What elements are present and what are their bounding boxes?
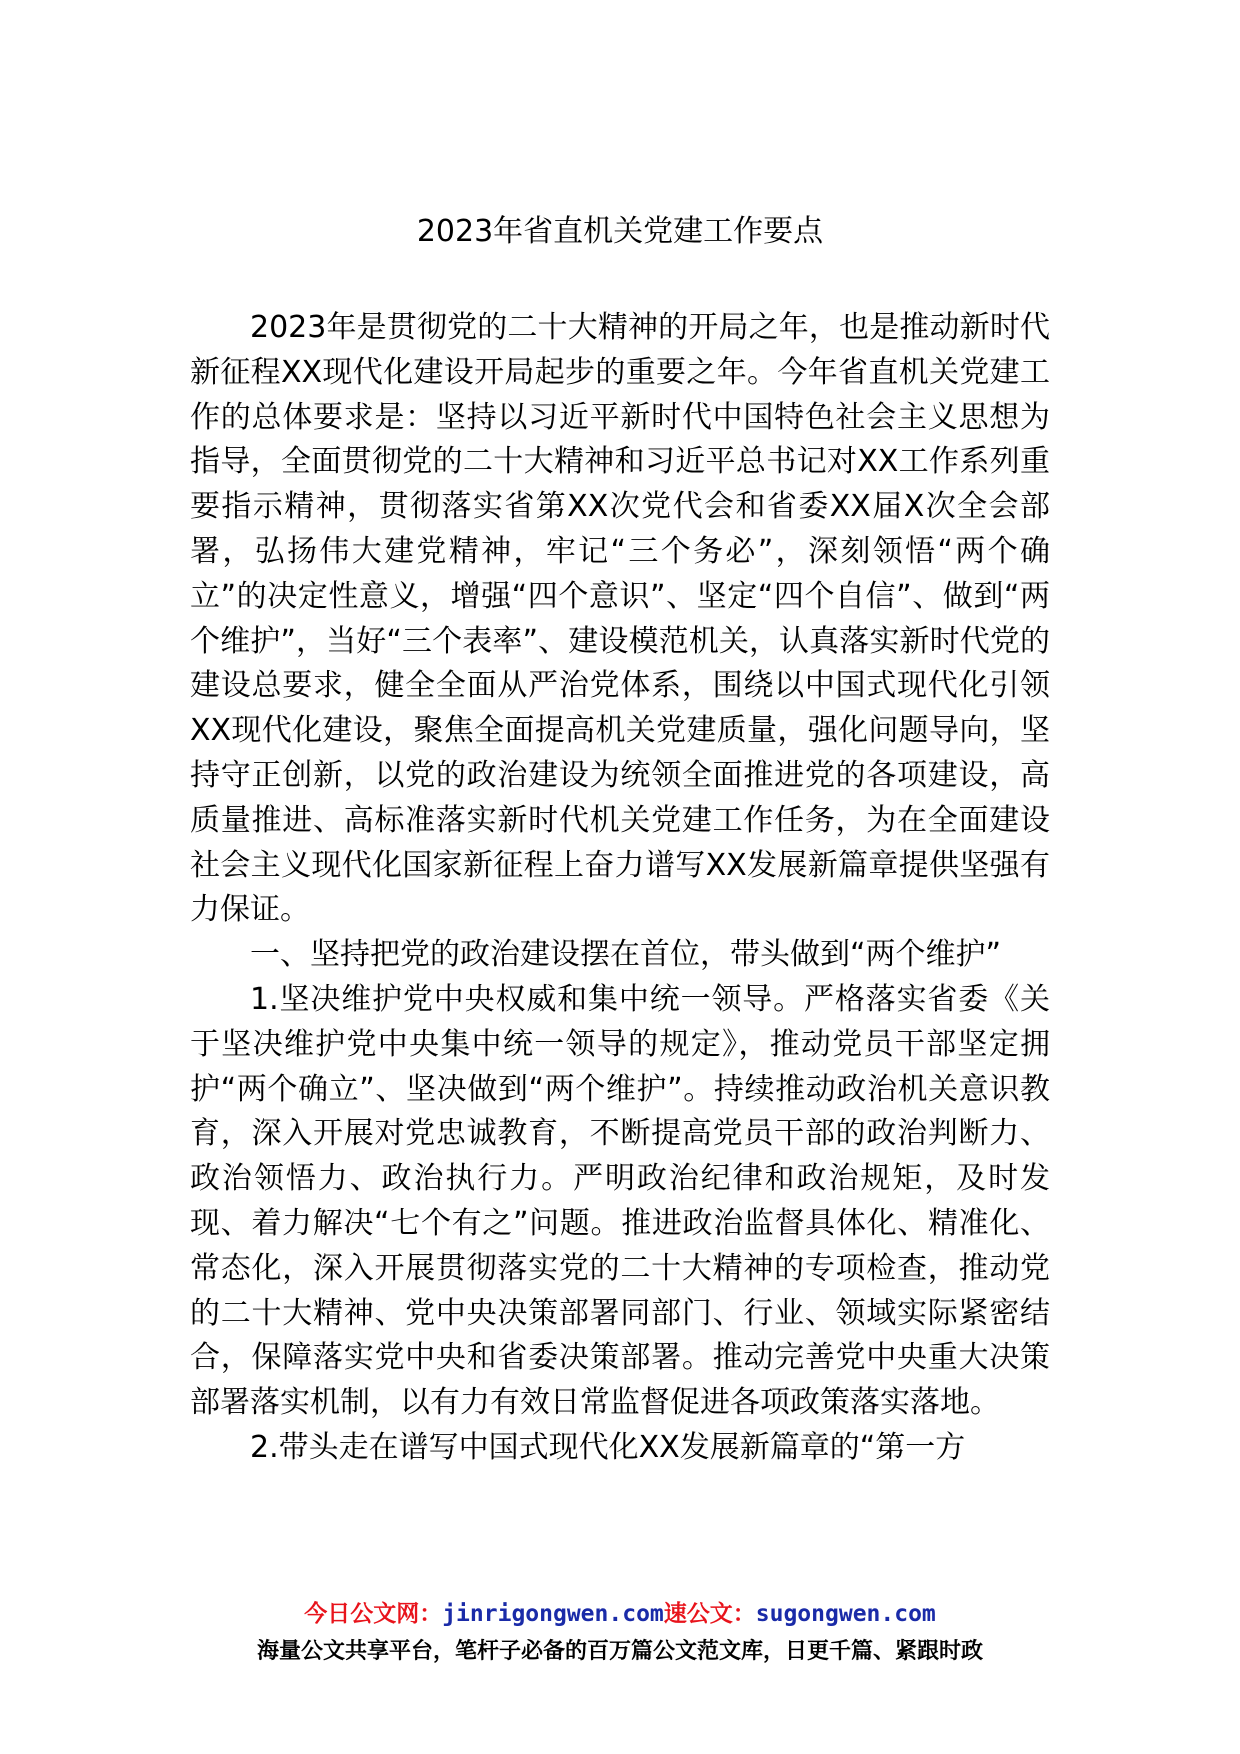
footer-watermark: [0, 1598, 1240, 1668]
site1-link[interactable]: jinrigongwen.com: [442, 1601, 664, 1627]
site2-label: 速公文：: [663, 1601, 756, 1627]
document-body: [190, 306, 1050, 1471]
section-heading-1: 一、坚持把党的政治建设摆在首位，带头做到“两个维护”: [250, 937, 1002, 973]
footer-slogan: 海量公文共享平台，笔杆子必备的百万篇公文范文库，日更千篇、紧跟时政: [256, 1639, 983, 1664]
document-title: 2023年省直机关党建工作要点: [416, 214, 824, 249]
footer-sites: [0, 1598, 1240, 1630]
intro-paragraph: 2023年是贯彻党的二十大精神的开局之年，也是推动新时代新征程XX现代化建设开局起步的重要之年。今年省直机关党建工作的总体要求是：坚持以习近平新时代中国特色社会主义思想为指导，全面贯彻党的二十大精神和习近平总书记对XX工作系列重要指示精神，贯彻落实省第XX次党代会和省委XX届X次全会部署，弘扬伟大建党精神，牢记“三个务必”，深刻领悟“两个确立”的决定性意义，增强“四个意识”、坚定“四个自信”、做到“两个维护”，当好“三个表率”、建设模范机关，认真落实新时代党的建设总要求，健全全面从严治党体系，围绕以中国式现代化引领XX现代化建设，聚焦全面提高机关党建质量，强化问题导向，坚持守正创新，以党的政治建设为统领全面推进党的各项建设，高质量推进、高标准落实新时代机关党建工作任务，为在全面建设社会主义现代化国家新征程上奋力谱写XX发展新篇章提供坚强有力保证。: [190, 310, 1050, 928]
item-paragraph-1: 1.坚决维护党中央权威和集中统一领导。严格落实省委《关于坚决维护党中央集中统一领导的规定》，推动党员干部坚定拥护“两个确立”、坚决做到“两个维护”。持续推动政治机关意识教育，深入开展对党忠诚教育，不断提高党员干部的政治判断力、政治领悟力、政治执行力。严明政治纪律和政治规矩，及时发现、着力解决“七个有之”问题。推进政治监督具体化、精准化、常态化，深入开展贯彻落实党的二十大精神的专项检查，推动党的二十大精神、党中央决策部署同部门、行业、领域实际紧密结合，保障落实党中央和省委决策部署。推动完善党中央重大决策部署落实机制，以有力有效日常监督促进各项政策落实落地。: [190, 981, 1050, 1421]
site2-link[interactable]: sugongwen.com: [755, 1601, 936, 1627]
item-paragraph-2: 2.带头走在谱写中国式现代化XX发展新篇章的“第一方: [250, 1429, 966, 1465]
site1-label: 今日公文网：: [304, 1601, 443, 1627]
